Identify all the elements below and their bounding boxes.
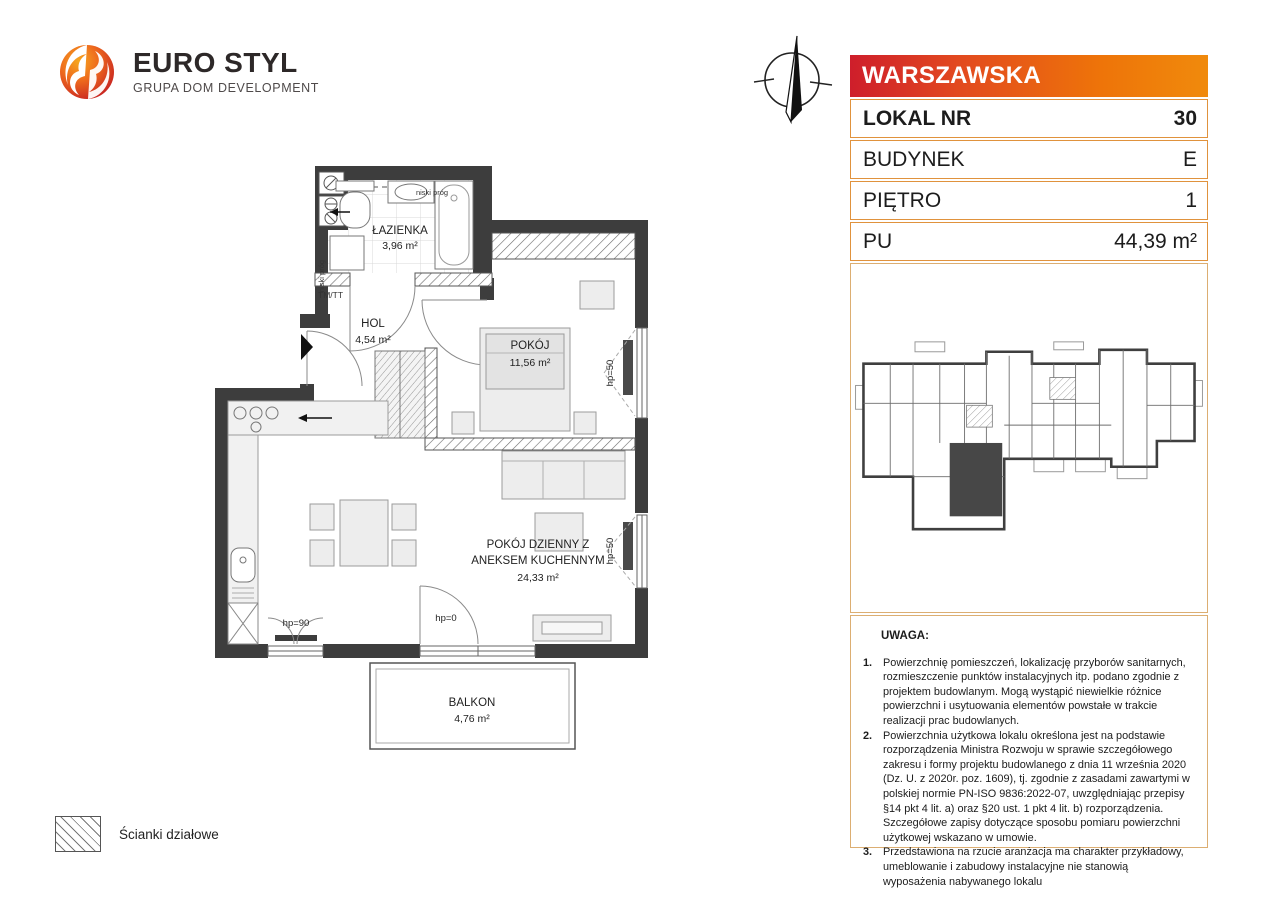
info-row-value: 1 [1185,188,1197,212]
highlighted-unit [950,443,1003,516]
info-row-label: LOKAL NR [863,106,972,130]
note-number: 1. [863,656,873,669]
eurostyl-logo [55,40,319,104]
overview-staircase [967,405,993,427]
annotation-hp0: hp=0 [435,613,457,624]
note-item [861,656,1193,729]
note-number: 2. [863,729,873,742]
info-row-label: BUDYNEK [863,147,965,171]
unit-info-panel [850,55,1208,888]
partition-wall-hatch-swatch [55,816,101,852]
info-row-value: 44,39 m² [1114,229,1197,253]
annotation-hp50-top: hp=50 [605,359,616,387]
room-area-lazienka: 3,96 m² [382,240,418,252]
room-area-balkon: 4,76 m² [454,713,490,725]
logo-text [133,49,319,95]
notes-cell [850,615,1208,888]
note-item [861,845,1193,889]
room-label-balkon: BALKON [448,697,496,709]
info-row-pu [850,222,1208,261]
north-arrow-compass-icon [752,30,834,139]
apartment-floor-plan [180,148,660,798]
note-text: Powierzchnię pomieszczeń, lokalizację przyborów sanitarnych, rozmieszczenie punktów instalacyjnych itp. podano zgodnie z projektem budowlanym. Mogą wystąpić niewielkie różnice powierzchni i usytuowania elementów powstałe w trakcie realizacji prac budowlanych. [883,656,1186,727]
note-text: Przedstawiona na rzucie aranżacja ma charakter przykładowy, umeblowanie i zabudowy instalacyjne nie stanowią wyposażenia nabywanego lokalu [883,846,1184,888]
info-row-label: PU [863,229,893,253]
building-floor-overview [855,326,1203,552]
room-label-hol: HOL [361,318,385,330]
annotation-hp90: hp=90 [282,618,310,629]
room-label-lazienka: ŁAZIENKA [372,225,428,237]
flame-swirl-logo-icon [55,40,119,104]
info-row-lokal-nr [850,99,1208,138]
room-area-pokoj: 11,56 m² [509,357,551,369]
notes-title: UWAGA: [881,630,929,642]
legend [55,816,219,852]
room-area-hol: 4,54 m² [355,334,391,346]
info-row-label: PIĘTRO [863,188,942,212]
info-row-pietro [850,181,1208,220]
building-overview-cell [850,263,1208,613]
note-text: Powierzchnia użytkowa lokalu określona jest na podstawie rozporządzenia Ministra Rozwoju w sprawie szczegółowego zakresu i formy projektu budowlanego z dnia 11 września 2020 (Dz. U. z 2020r. poz. 1609), tj. zgodnie z zasadami zawartymi w polskiej normie PN-ISO 9836:2022-07, uwzględniając przepisy §14 pkt 4 lit. a) oraz §20 ust. 1 pkt 4 lit. b) rozporządzenia. Szczegółowe zapisy dotyczące sposobu pomiaru powierzchni użytkowej wskazano w umowie. [883,729,1190,844]
room-label-living-1: POKÓJ DZIENNY Z [486,539,590,551]
logo-tagline: GRUPA DOM DEVELOPMENT [133,81,320,95]
info-row-budynek [850,140,1208,179]
room-label-living-2: ANEKSEM KUCHENNYM [471,555,605,567]
overview-staircase [1050,378,1076,400]
annotation-hp50-bottom: hp=50 [605,537,616,565]
annotation-tm-tt: TM/TT [318,290,344,300]
logo-brand: EURO STYL [133,47,298,78]
room-label-pokoj: POKÓJ [510,340,550,352]
annotation-niski-prog-top: niski próg [415,188,449,197]
legend-label: Ścianki działowe [119,826,219,842]
note-number: 3. [863,846,873,859]
apartment-floor-plan-svg [180,148,660,798]
info-row-value: 30 [1173,106,1197,130]
room-area-living: 24,33 m² [517,572,559,584]
note-item [861,729,1193,846]
project-name-header: WARSZAWSKA [850,55,1208,97]
annotation-niski-prog-side: niski próg [317,259,326,293]
info-row-value: E [1182,147,1197,171]
